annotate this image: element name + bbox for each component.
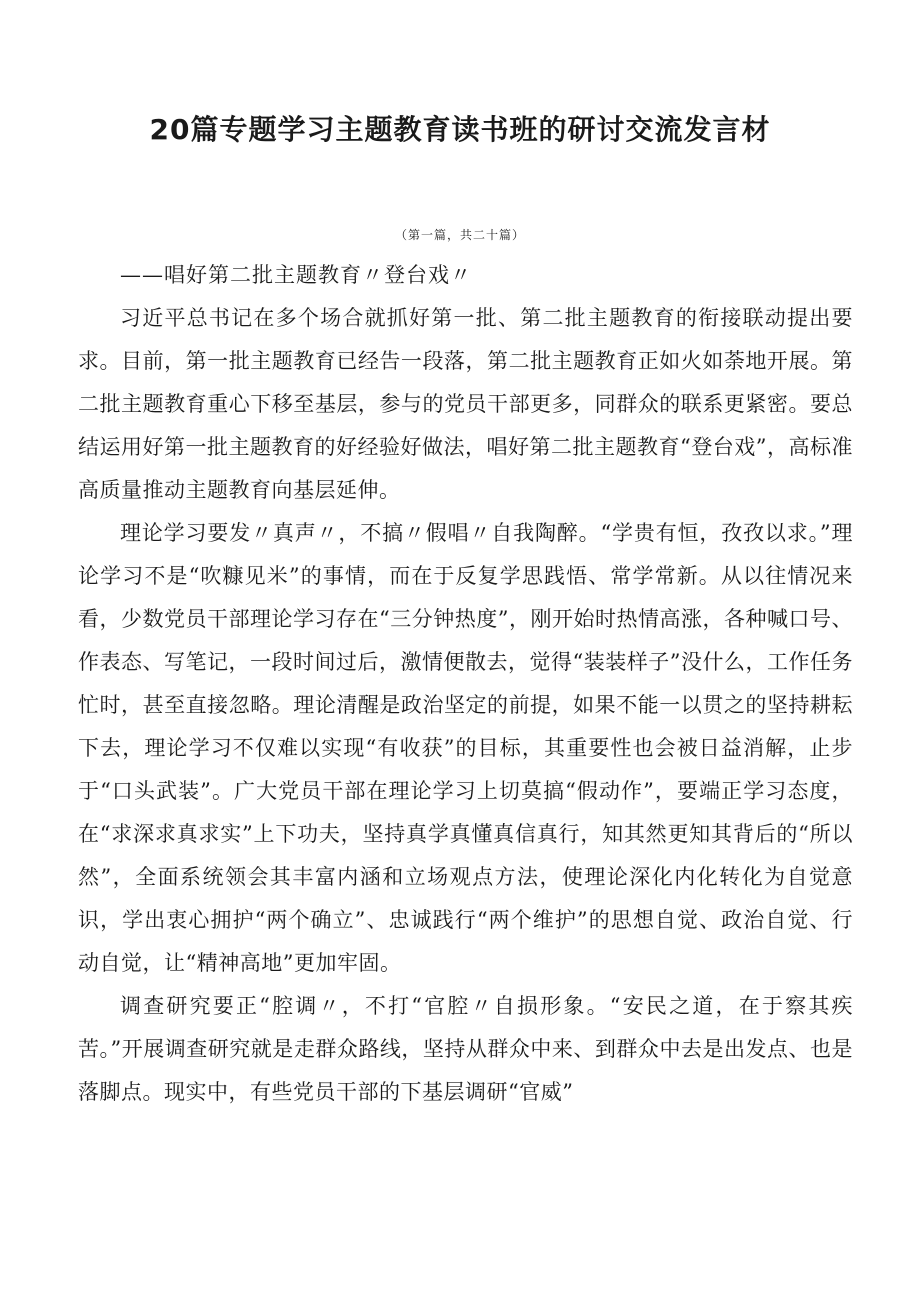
document-subtitle: （第一篇，共二十篇） (394, 228, 525, 242)
document-title: 20篇专题学习主题教育读书班的研讨交流发言材 (149, 113, 771, 146)
body-paragraph: 调查研究要正“腔调〃，不打“官腔〃自损形象。“安民之道，在于察其疾苦。”开展调查研究就是走群众路线，坚持从群众中来、到群众中去是出发点、也是落脚点。现实中，有些党员干部的下基层调研“官威” (78, 994, 853, 1104)
section-heading: ——唱好第二批主题教育〃登台戏〃 (120, 263, 472, 287)
body-paragraph: 习近平总书记在多个场合就抓好第一批、第二批主题教育的衔接联动提出要求。目前，第一批主题教育已经告一段落，第二批主题教育正如火如荼地开展。第二批主题教育重心下移至基层，参与的党员干部更多，同群众的联系更紧密。要总结运用好第一批主题教育的好经验好做法，唱好第二批主题教育“登台戏”，高标准高质量推动主题教育向基层延伸。 (78, 306, 853, 502)
body-paragraph: 理论学习要发〃真声〃，不搞〃假唱〃自我陶醉。“学贵有恒，孜孜以求。”理论学习不是“吹糠见米”的事情，而在于反复学思践悟、常学常新。从以往情况来看，少数党员干部理论学习存在“三分钟热度”，刚开始时热情高涨，各种喊口号、作表态、写笔记，一段时间过后，激情便散去，觉得“装装样子”没什么，工作任务忙时，甚至直接忽略。理论清醒是政治坚定的前提，如果不能一以贯之的坚持耕耘下去，理论学习不仅难以实现“有收获”的目标，其重要性也会被日益消解，止步于“口头武装”。广大党员干部在理论学习上切莫搞“假动作”，要端正学习态度，在“求深求真求实”上下功夫，坚持真学真懂真信真行，知其然更知其背后的“所以然”，全面系统领会其丰富内涵和立场观点方法，使理论深化内化转化为自觉意识，学出衷心拥护“两个确立”、忠诚践行“两个维护”的思想自觉、政治自觉、行动自觉，让“精神高地”更加牢固。 (78, 521, 853, 975)
document-body (78, 254, 853, 1114)
